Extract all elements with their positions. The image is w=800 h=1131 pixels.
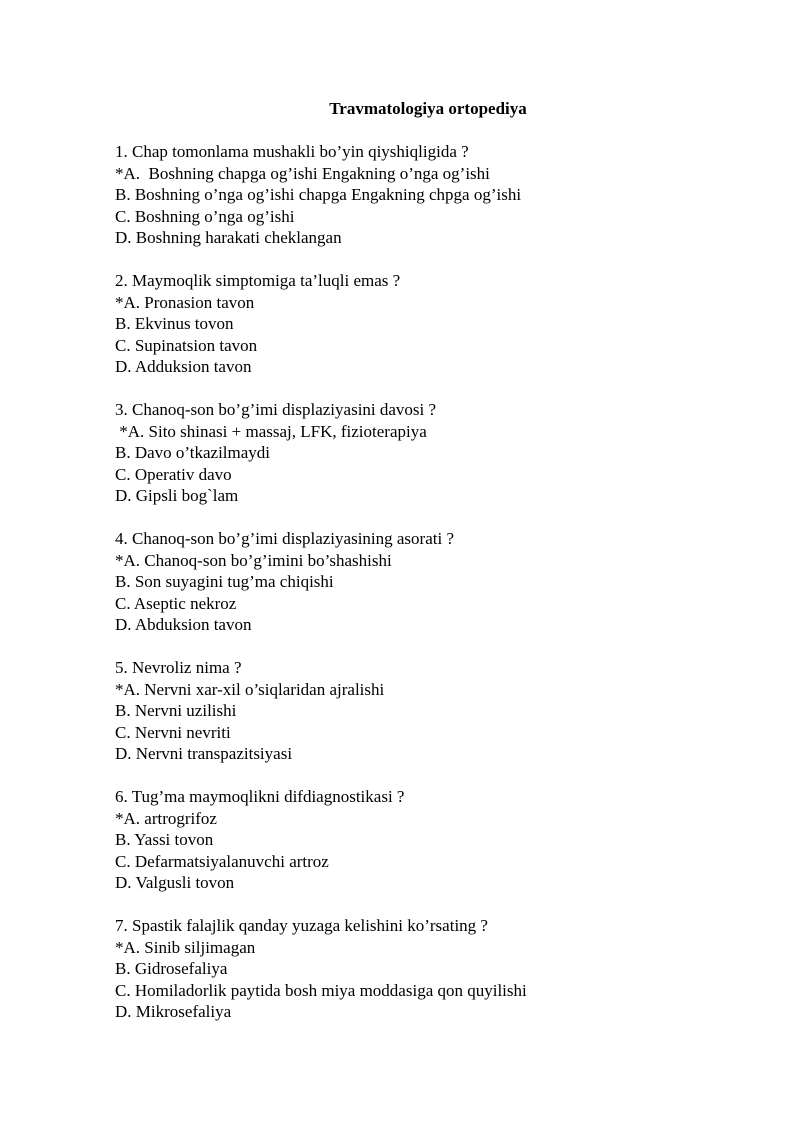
answer-option: C. Defarmatsiyalanuvchi artroz bbox=[115, 851, 329, 871]
question-text: 6. Tug’ma maymoqlikni difdiagnostikasi ? bbox=[115, 787, 405, 806]
answer-option: D. Boshning harakati cheklangan bbox=[115, 228, 342, 247]
question-block bbox=[115, 657, 765, 765]
answer-option: C. Aseptic nekroz bbox=[115, 593, 237, 613]
document-title: Travmatologiya ortopediya bbox=[329, 99, 527, 118]
question-text: 7. Spastik falajlik qanday yuzaga kelishini ko’rsating ? bbox=[115, 916, 488, 935]
answer-option: C. Homiladorlik paytida bosh miya moddasiga qon quyilishi bbox=[115, 980, 527, 1000]
answer-option: D. Abduksion tavon bbox=[115, 615, 252, 634]
answer-option: *A. Boshning chapga og’ishi Engakning o’nga og’ishi bbox=[115, 163, 490, 183]
question-text: 1. Chap tomonlama mushakli bo’yin qiyshiqligida ? bbox=[115, 142, 469, 161]
answer-option: B. Davo o’tkazilmaydi bbox=[115, 443, 271, 462]
question-list bbox=[115, 141, 765, 1044]
question-block bbox=[115, 270, 765, 378]
question-block bbox=[115, 141, 765, 249]
answer-option: *A. Sinib siljimagan bbox=[115, 937, 256, 957]
answer-option: C. Boshning o’nga og’ishi bbox=[115, 206, 295, 226]
answer-option: D. Gipsli bog`lam bbox=[115, 486, 239, 505]
answer-option: C. Operativ davo bbox=[115, 464, 232, 484]
answer-option: D. Mikrosefaliya bbox=[115, 1002, 232, 1021]
answer-option: C. Supinatsion tavon bbox=[115, 335, 258, 355]
question-block bbox=[115, 399, 765, 507]
question-block bbox=[115, 915, 765, 1023]
question-block bbox=[115, 528, 765, 636]
answer-option: *A. artrogrifoz bbox=[115, 808, 217, 828]
answer-option: B. Ekvinus tovon bbox=[115, 314, 234, 333]
question-text: 5. Nevroliz nima ? bbox=[115, 658, 242, 677]
question-block bbox=[115, 786, 765, 894]
answer-option: B. Boshning o’nga og’ishi chapga Engakning chpga og’ishi bbox=[115, 185, 522, 204]
answer-option: *A. Sito shinasi + massaj, LFK, fizioterapiya bbox=[115, 421, 427, 441]
question-text: 2. Maymoqlik simptomiga ta’luqli emas ? bbox=[115, 271, 401, 290]
answer-option: B. Gidrosefaliya bbox=[115, 959, 228, 978]
answer-option: B. Yassi tovon bbox=[115, 830, 214, 849]
answer-option: *A. Nervni xar-xil o’siqlaridan ajralishi bbox=[115, 679, 385, 699]
question-text: 4. Chanoq-son bo’g’imi displaziyasining asorati ? bbox=[115, 529, 454, 548]
answer-option: D. Valgusli tovon bbox=[115, 873, 235, 892]
answer-option: *A. Chanoq-son bo’g’imini bo’shashishi bbox=[115, 550, 392, 570]
answer-option: B. Son suyagini tug’ma chiqishi bbox=[115, 572, 334, 591]
answer-option: D. Nervni transpazitsiyasi bbox=[115, 744, 293, 763]
question-text: 3. Chanoq-son bo’g’imi displaziyasini davosi ? bbox=[115, 400, 437, 419]
answer-option: C. Nervni nevriti bbox=[115, 722, 231, 742]
answer-option: B. Nervni uzilishi bbox=[115, 701, 237, 720]
answer-option: D. Adduksion tavon bbox=[115, 357, 252, 376]
answer-option: *A. Pronasion tavon bbox=[115, 292, 255, 312]
